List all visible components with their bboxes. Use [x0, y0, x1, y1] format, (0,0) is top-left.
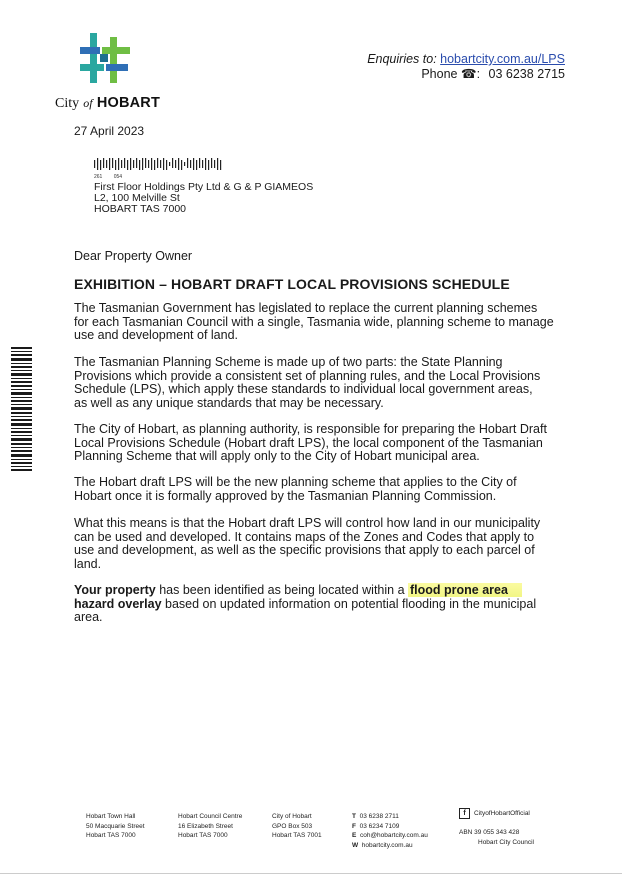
address-line: HOBART TAS 7000	[94, 203, 187, 215]
contact-fax: 03 6234 7109	[359, 822, 400, 830]
footer-social	[459, 808, 534, 847]
footer-line: GPO Box 503	[272, 822, 313, 830]
footer-line: Hobart TAS 7000	[86, 832, 136, 839]
hazard-overlay-text: hazard overlay	[74, 596, 162, 611]
footer-line: Hobart TAS 7001	[272, 832, 322, 839]
paragraph: The Hobart draft LPS will be the new planning scheme that applies to the City of Hobart once it is formally approved by the Tasmanian Planning Commission.	[74, 475, 517, 503]
logo-city: City	[55, 96, 80, 111]
footer-town-hall	[86, 812, 145, 841]
barcode-numbers	[94, 174, 132, 180]
logo-wordmark	[55, 94, 160, 112]
phone-colon: :	[476, 67, 481, 81]
paragraph-flood-notice	[74, 584, 546, 625]
recipient-address	[94, 182, 313, 215]
footer-line: Hobart Town Hall	[86, 813, 136, 820]
enquiries-label: Enquiries to:	[367, 52, 437, 66]
address-line: First Floor Holdings Pty Ltd & G & P GIAMEOS	[94, 181, 314, 193]
footer-postal	[272, 812, 322, 841]
paragraph: What this means is that the Hobart draft LPS will control how land in our municipality can be used and developed. It contains maps of the Zones and Codes that apply to use and development, as well as the specific provisions that apply to each parcel of land.	[74, 516, 541, 571]
contact-email[interactable]: coh@hobartcity.com.au	[359, 832, 428, 839]
address-line: L2, 100 Melville St	[94, 192, 180, 204]
letter-heading: EXHIBITION – HOBART DRAFT LOCAL PROVISIONS SCHEDULE	[74, 276, 510, 292]
contact-key: E	[352, 832, 357, 839]
postal-barcode	[94, 158, 224, 170]
footer-line: 50 Macquarie Street	[86, 822, 145, 830]
salutation: Dear Property Owner	[74, 249, 193, 263]
logo-hobart: HOBART	[96, 95, 161, 111]
abn: ABN 39 055 343 428	[459, 829, 520, 836]
paragraph-text: has been identified as being located within a	[155, 583, 408, 597]
footer-line: City of Hobart	[272, 813, 312, 820]
paragraph: The Tasmanian Government has legislated to replace the current planning schemes for each Tasmanian Council with a single, Tasmania wide, planning scheme to manage use and development of land.	[74, 301, 554, 342]
contact-website[interactable]: hobartcity.com.au	[361, 841, 413, 849]
page-edge	[0, 873, 622, 874]
footer-line: Hobart Council Centre	[178, 813, 243, 820]
enquiries-link[interactable]: hobartcity.com.au/LPS	[440, 52, 565, 66]
phone-label: Phone	[421, 67, 458, 81]
contact-key: F	[352, 822, 356, 830]
footer-line: 16 Elizabeth Street	[178, 822, 233, 830]
paragraph: The City of Hobart, as planning authority, is responsible for preparing the Hobart Draft Local Provisions Schedule (Hobart draft LPS), the local component of the Tasmanian Planning Scheme that will apply only to the City of Hobart municipal area.	[74, 422, 547, 463]
contact-key: T	[352, 813, 356, 820]
footer-line: Hobart TAS 7000	[178, 832, 228, 839]
letter-date: 27 April 2023	[74, 124, 145, 138]
logo-of: of	[83, 96, 93, 110]
enquiries-block	[367, 52, 565, 82]
barcode-number: 261	[94, 174, 103, 180]
footer-council-centre	[178, 812, 242, 841]
paragraph-text: based on updated information on potential flooding in the municipal area.	[74, 596, 537, 624]
phone-icon: ☎	[460, 67, 477, 81]
facebook-icon[interactable]: f	[459, 808, 470, 819]
footer-contacts	[352, 812, 428, 850]
barcode-number: 054	[113, 174, 123, 180]
phone-number: 03 6238 2715	[488, 67, 565, 81]
side-barcode	[11, 347, 32, 471]
flood-prone-highlight: flood prone area	[408, 583, 522, 597]
contact-phone: 03 6238 2711	[359, 813, 399, 820]
paragraph: The Tasmanian Planning Scheme is made up of two parts: the State Planning Provisions which provide a consistent set of planning rules, and the Local Provisions Schedule (LPS), which apply these standards to individual local government areas, as well as any unique standards that may be necessary.	[74, 355, 541, 410]
council-name: Hobart City Council	[478, 838, 534, 846]
contact-key: W	[352, 841, 359, 849]
city-of-hobart-logo	[80, 33, 130, 85]
facebook-handle[interactable]: CityofHobartOfficial	[474, 810, 530, 818]
your-property-text: Your property	[74, 583, 156, 597]
